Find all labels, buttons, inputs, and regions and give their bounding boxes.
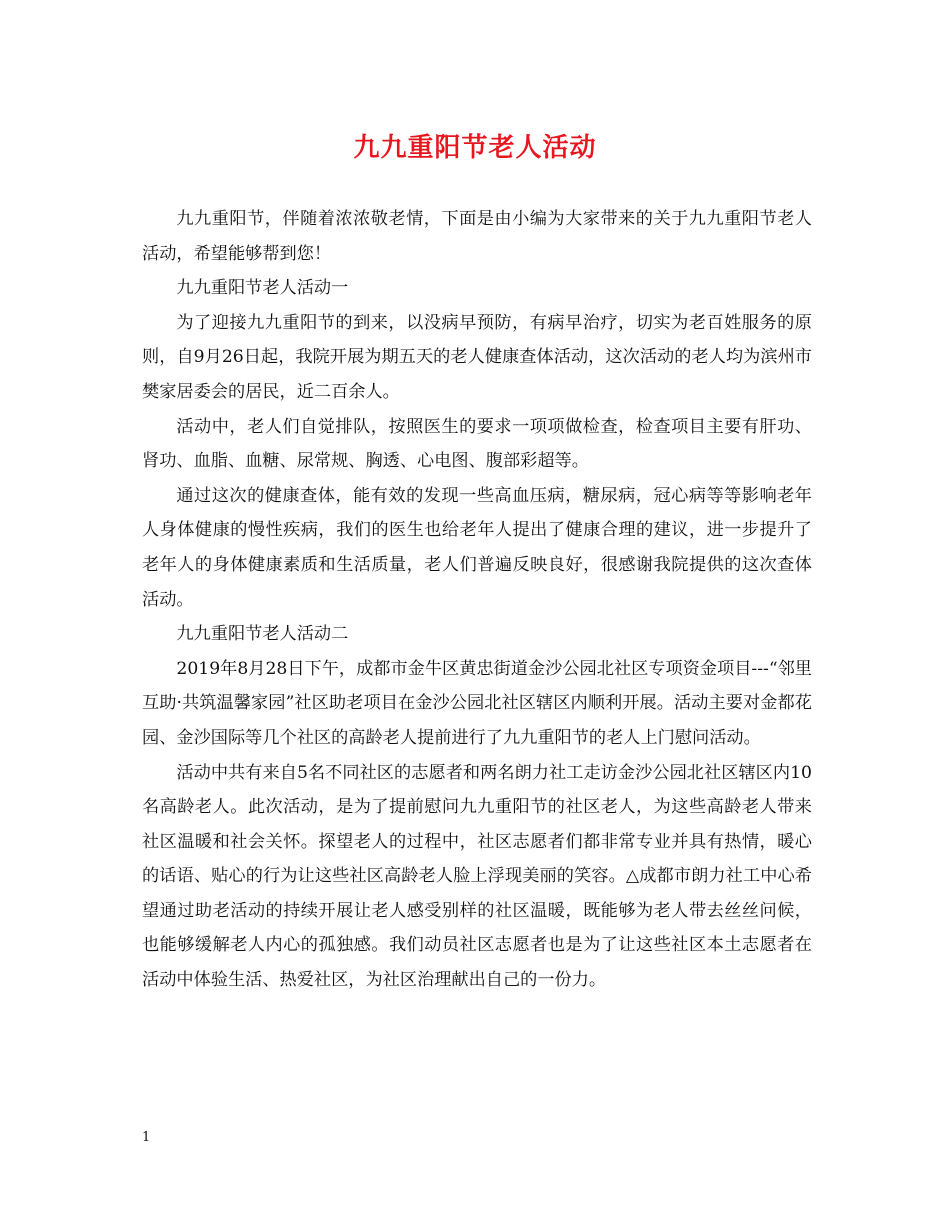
section-heading-activity-one: 九九重阳节老人活动一 bbox=[176, 278, 349, 299]
paragraph-activity-two-intro: 2019年8月28日下午，成都市金牛区黄忠街道金沙公园北社区专项资金项目---“邻里互助·共筑温馨家园”社区助老项目在金沙公园北社区辖区内顺利开展。活动主要对金都花园、金沙国际等几个社区的高龄老人提前进行了九九重阳节的老人上门慰问活动。 bbox=[142, 658, 812, 748]
section-heading-activity-two: 九九重阳节老人活动二 bbox=[176, 624, 349, 645]
paragraph-activity-two-detail: 活动中共有来自5名不同社区的志愿者和两名朗力社工走访金沙公园北社区辖区内10名高龄老人。此次活动，是为了提前慰问九九重阳节的社区老人，为这些高龄老人带来社区温暖和社会关怀。探望老人的过程中，社区志愿者们都非常专业并具有热情，暖心的话语、贴心的行为让这些社区高龄老人脸上浮现美丽的笑容。△成都市朗力社工中心希望通过助老活动的持续开展让老人感受别样的社区温暖，既能够为老人带去丝丝问候，也能够缓解老人内心的孤独感。我们动员社区志愿者也是为了让这些社区本土志愿者在活动中体验生活、热爱社区，为社区治理献出自己的一份力。 bbox=[142, 762, 812, 991]
document-body bbox=[142, 202, 812, 998]
page-number: 1 bbox=[142, 1130, 151, 1145]
paragraph-intro: 九九重阳节，伴随着浓浓敬老情，下面是由小编为大家带来的关于九九重阳节老人活动，希望能够帮到您！ bbox=[142, 209, 812, 264]
paragraph-activity-one-result: 通过这次的健康查体，能有效的发现一些高血压病，糖尿病，冠心病等等影响老年人身体健康的慢性疾病，我们的医生也给老年人提出了健康合理的建议，进一步提升了老年人的身体健康素质和生活质量，老人们普遍反映良好，很感谢我院提供的这次查体活动。 bbox=[142, 485, 812, 610]
document-title: 九九重阳节老人活动 bbox=[353, 133, 597, 163]
paragraph-activity-one-checkup: 活动中，老人们自觉排队，按照医生的要求一项项做检查，检查项目主要有肝功、肾功、血脂、血糖、尿常规、胸透、心电图、腹部彩超等。 bbox=[142, 416, 812, 472]
paragraph-activity-one-intro: 为了迎接九九重阳节的到来，以没病早预防，有病早治疗，切实为老百姓服务的原则，自9月26日起，我院开展为期五天的老人健康查体活动，这次活动的老人均为滨州市樊家居委会的居民，近二百余人。 bbox=[142, 312, 812, 402]
